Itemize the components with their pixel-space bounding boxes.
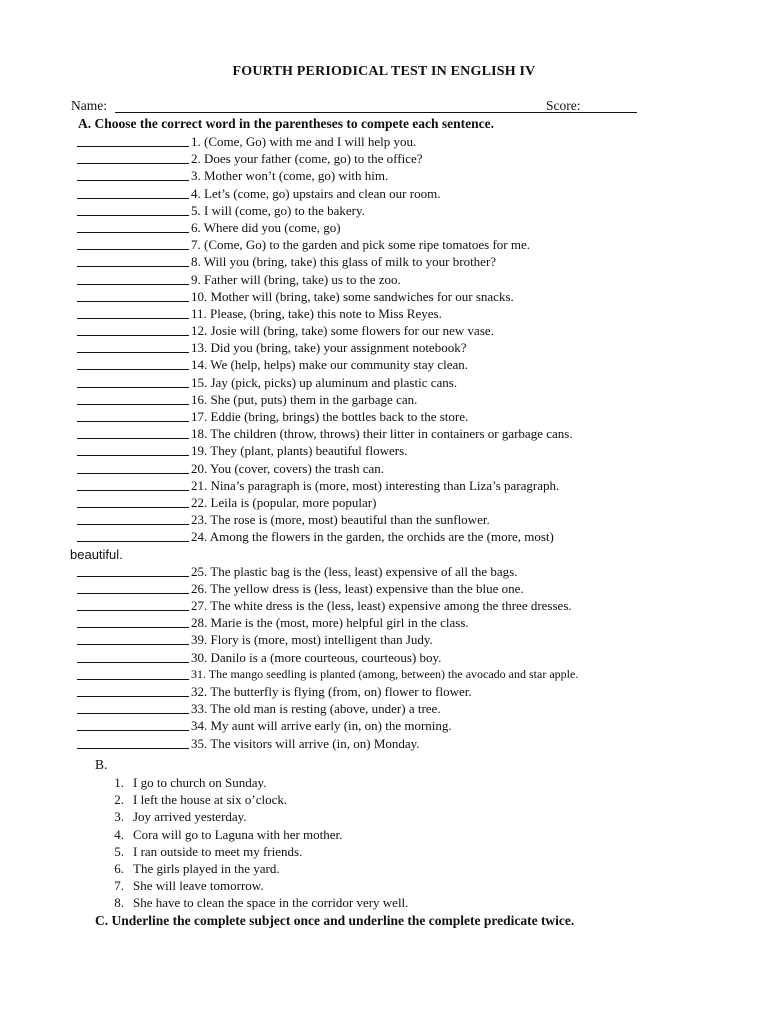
question-text: 19. They (plant, plants) beautiful flowers. [191, 443, 408, 459]
name-label: Name: [71, 98, 107, 113]
question-text: 4. Let’s (come, go) upstairs and clean our room. [191, 185, 441, 201]
question-text: 24. Among the flowers in the garden, the orchids are the (more, most) [191, 529, 554, 545]
answer-blank[interactable] [77, 679, 189, 680]
answer-blank[interactable] [77, 301, 189, 302]
question-item [77, 649, 717, 666]
score-blank [583, 112, 637, 113]
question-continuation: beautiful. [70, 546, 123, 562]
question-item [77, 631, 717, 648]
question-item [77, 322, 717, 339]
question-item [77, 717, 717, 734]
question-item [77, 494, 717, 511]
question-text: 7. (Come, Go) to the garden and pick some ripe tomatoes for me. [191, 237, 530, 253]
answer-blank[interactable] [77, 524, 189, 525]
answer-blank[interactable] [77, 198, 189, 199]
answer-blank[interactable] [77, 627, 189, 628]
question-text: 13. Did you (bring, take) your assignment notebook? [191, 340, 467, 356]
answer-blank[interactable] [77, 387, 189, 388]
question-item [77, 666, 717, 683]
list-item-number: 7. [114, 878, 124, 894]
question-text: 8. Will you (bring, take) this glass of milk to your brother? [191, 254, 497, 270]
question-text: 21. Nina’s paragraph is (more, most) interesting than Liza’s paragraph. [191, 477, 560, 493]
answer-blank[interactable] [77, 644, 189, 645]
answer-blank[interactable] [77, 284, 189, 285]
answer-blank[interactable] [77, 473, 189, 474]
section-b-label: B. [95, 757, 108, 772]
answer-blank[interactable] [77, 369, 189, 370]
list-item-text: The girls played in the yard. [133, 860, 280, 876]
question-item [77, 580, 717, 597]
question-text: 10. Mother will (bring, take) some sandwiches for our snacks. [191, 288, 514, 304]
answer-blank[interactable] [77, 335, 189, 336]
list-item-number: 8. [114, 895, 124, 911]
question-item [77, 683, 717, 700]
question-text: 1. (Come, Go) with me and I will help you. [191, 134, 417, 149]
question-item [77, 597, 717, 614]
question-item [77, 150, 717, 167]
answer-blank[interactable] [77, 576, 189, 577]
question-text: 18. The children (throw, throws) their litter in containers or garbage cans. [191, 426, 573, 442]
list-item-text: Cora will go to Laguna with her mother. [133, 826, 343, 842]
name-score-row [71, 98, 641, 116]
answer-blank[interactable] [77, 352, 189, 353]
question-item [77, 219, 717, 236]
question-text: 3. Mother won’t (come, go) with him. [191, 168, 389, 184]
question-text: 28. Marie is the (most, more) helpful girl in the class. [191, 615, 469, 631]
question-text: 17. Eddie (bring, brings) the bottles back to the store. [191, 409, 469, 424]
question-item [77, 735, 717, 752]
list-item-text: I left the house at six o’clock. [133, 792, 288, 808]
section-a-instruction: A. Choose the correct word in the parentheses to compete each sentence. [78, 116, 495, 131]
list-item-text: I go to church on Sunday. [133, 775, 267, 790]
answer-blank[interactable] [77, 421, 189, 422]
question-text: 12. Josie will (bring, take) some flowers for our new vase. [191, 323, 494, 339]
question-text: 39. Flory is (more, most) intelligent than Judy. [191, 632, 433, 648]
answer-blank[interactable] [77, 541, 189, 542]
answer-blank[interactable] [77, 507, 189, 508]
answer-blank[interactable] [77, 318, 189, 319]
question-text: 14. We (help, helps) make our community stay clean. [191, 357, 469, 373]
answer-blank[interactable] [77, 215, 189, 216]
answer-blank[interactable] [77, 730, 189, 731]
question-text: 34. My aunt will arrive early (in, on) the morning. [191, 718, 452, 734]
answer-blank[interactable] [77, 490, 189, 491]
list-item-number: 1. [114, 775, 124, 790]
question-item [77, 460, 717, 477]
question-item [77, 442, 717, 459]
question-item [77, 133, 717, 150]
question-item [77, 356, 717, 373]
question-text: 35. The visitors will arrive (in, on) Monday. [191, 735, 420, 751]
answer-blank[interactable] [77, 404, 189, 405]
list-item-number: 3. [114, 809, 124, 825]
question-item [77, 700, 717, 717]
answer-blank[interactable] [77, 438, 189, 439]
answer-blank[interactable] [77, 266, 189, 267]
section-c-instruction: C. Underline the complete subject once and underline the complete predicate twice. [95, 913, 575, 928]
section-a-items [70, 133, 717, 752]
question-item [77, 374, 717, 391]
answer-blank[interactable] [77, 163, 189, 164]
answer-blank[interactable] [77, 249, 189, 250]
answer-blank[interactable] [77, 696, 189, 697]
name-blank [115, 112, 593, 113]
answer-blank[interactable] [77, 232, 189, 233]
list-item-number: 2. [114, 792, 124, 808]
list-item-text: She have to clean the space in the corridor very well. [133, 895, 409, 911]
question-item [77, 202, 717, 219]
question-item [77, 288, 717, 305]
answer-blank[interactable] [77, 593, 189, 594]
answer-blank[interactable] [77, 180, 189, 181]
score-label: Score: [546, 98, 581, 113]
question-text: 23. The rose is (more, most) beautiful than the sunflower. [191, 512, 490, 528]
question-item [77, 339, 717, 356]
question-item [77, 511, 717, 528]
list-item-text: Joy arrived yesterday. [133, 809, 247, 825]
page-title: FOURTH PERIODICAL TEST IN ENGLISH IV [232, 64, 536, 79]
question-item [77, 425, 717, 442]
question-text: 31. The mango seedling is planted (among, between) the avocado and star apple. [191, 666, 579, 681]
question-text: 27. The white dress is the (less, least) expensive among the three dresses. [191, 598, 572, 614]
question-item [77, 563, 717, 580]
answer-blank[interactable] [77, 748, 189, 749]
question-text: 11. Please, (bring, take) this note to Miss Reyes. [191, 305, 442, 321]
question-item [77, 167, 717, 184]
question-item [77, 271, 717, 288]
list-item-number: 5. [114, 843, 124, 859]
question-item [77, 614, 717, 631]
question-text: 15. Jay (pick, picks) up aluminum and plastic cans. [191, 374, 458, 390]
list-item-number: 6. [114, 860, 124, 876]
question-item [77, 528, 717, 545]
answer-blank[interactable] [77, 455, 189, 456]
question-text: 32. The butterfly is flying (from, on) flower to flower. [191, 684, 472, 699]
question-item [77, 305, 717, 322]
question-item [77, 185, 717, 202]
answer-blank[interactable] [77, 713, 189, 714]
list-item-text: She will leave tomorrow. [133, 878, 264, 894]
question-text: 20. You (cover, covers) the trash can. [191, 460, 384, 476]
answer-blank[interactable] [77, 146, 189, 147]
list-item-text: I ran outside to meet my friends. [133, 843, 303, 859]
question-text: 30. Danilo is a (more courteous, courteous) boy. [191, 649, 442, 665]
answer-blank[interactable] [77, 662, 189, 663]
question-text: 6. Where did you (come, go) [191, 219, 341, 235]
question-item [77, 236, 717, 253]
question-item [77, 408, 717, 425]
question-text: 22. Leila is (popular, more popular) [191, 494, 377, 510]
question-text: 33. The old man is resting (above, under) a tree. [191, 701, 441, 717]
question-text: 25. The plastic bag is the (less, least) expensive of all the bags. [191, 563, 518, 579]
question-text: 5. I will (come, go) to the bakery. [191, 202, 365, 218]
question-text: 16. She (put, puts) them in the garbage can. [191, 391, 418, 407]
answer-blank[interactable] [77, 610, 189, 611]
question-text: 9. Father will (bring, take) us to the zoo. [191, 271, 401, 287]
question-item [77, 477, 717, 494]
question-text: 2. Does your father (come, go) to the office? [191, 151, 423, 167]
question-item [77, 253, 717, 270]
list-item-number: 4. [114, 826, 124, 842]
question-item [77, 391, 717, 408]
question-text: 26. The yellow dress is (less, least) expensive than the blue one. [191, 580, 524, 596]
